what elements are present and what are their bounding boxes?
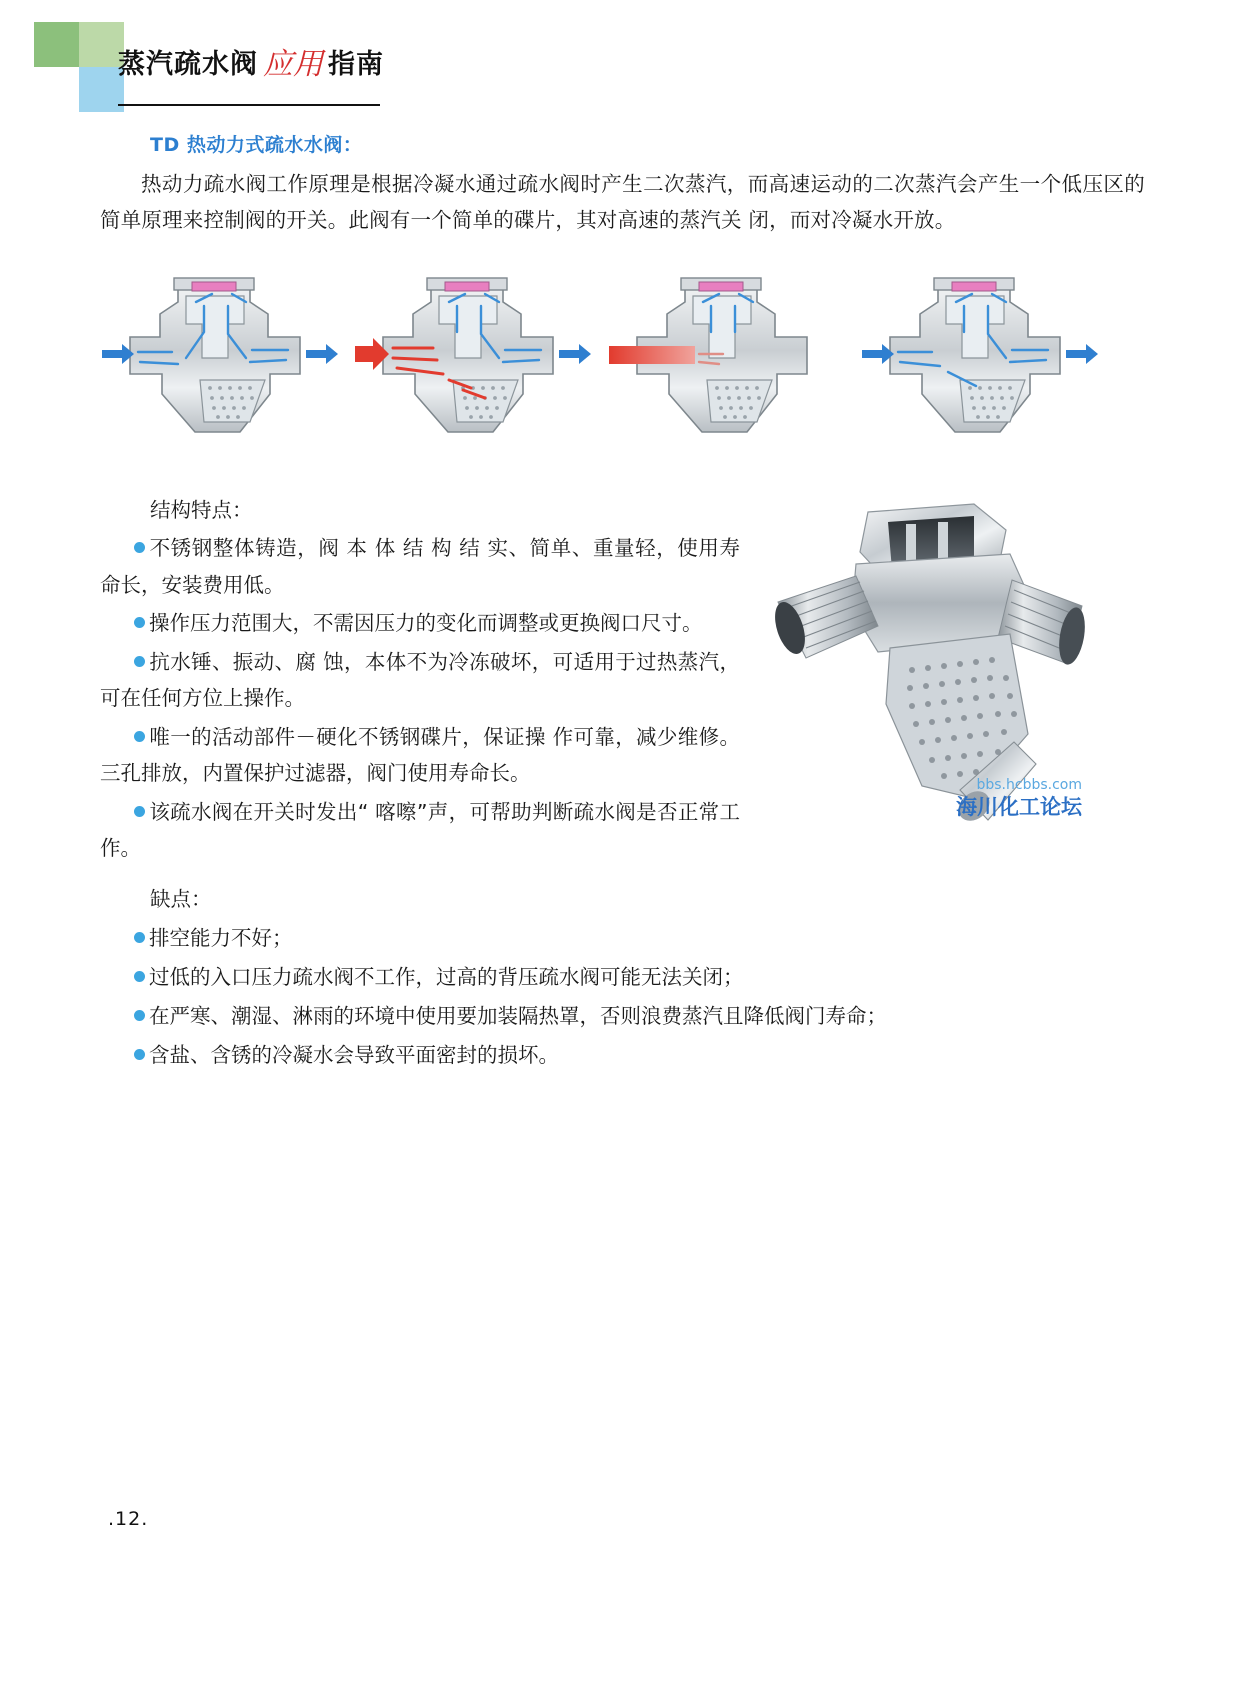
bullet-dot-icon: [134, 1049, 145, 1060]
feature-item: [100, 794, 740, 867]
drawback-text: 排空能力不好；: [149, 925, 293, 950]
bullet-dot-icon: [134, 1010, 145, 1021]
valve-diagram-1: [100, 262, 340, 477]
bullet-dot-icon: [134, 971, 145, 982]
watermark-url: bbs.hcbbs.com: [976, 776, 1082, 793]
feature-text: 不锈钢整体铸造，阀 本 体 结 构 结 实、简单、重量轻，使用寿命长，安装费用低。: [100, 536, 740, 597]
masthead-title: 蒸汽疏水阀: [118, 49, 258, 80]
masthead-accent: 应用: [263, 47, 323, 82]
deco-square-green: [34, 22, 79, 67]
drawback-item: [100, 1036, 1100, 1075]
drawback-text: 在严寒、潮湿、淋雨的环境中使用要加装隔热罩，否则浪费蒸汽且降低阀门寿命；: [149, 1003, 887, 1028]
feature-text: 抗水锤、振动、腐 蚀，本体不为冷冻破坏，可适用于过热蒸汽，可在任何方位上操作。: [100, 649, 740, 711]
valve-diagram-row: [100, 262, 1100, 477]
header-decoration: [34, 22, 124, 112]
feature-text: 该疏水阀在开关时发出“ 喀嚓”声，可帮助判断疏水阀是否正常工作。: [100, 799, 740, 861]
feature-text: 操作压力范围大，不需因压力的变化而调整或更换阀口尺寸。: [149, 611, 703, 636]
feature-item: [100, 605, 740, 641]
bullet-dot-icon: [134, 542, 145, 553]
deco-square-white: [34, 67, 79, 112]
feature-item: [100, 644, 740, 717]
valve-diagram-2: [353, 262, 593, 477]
drawback-text: 含盐、含锈的冷凝水会导致平面密封的损坏。: [149, 1042, 559, 1067]
masthead-rule: [118, 104, 380, 106]
watermark-name: 海川化工论坛: [956, 794, 1082, 819]
drawback-item: [100, 958, 1100, 997]
drawback-text: 过低的入口压力疏水阀不工作，过高的背压疏水阀可能无法关闭；: [149, 964, 744, 989]
bullet-dot-icon: [134, 617, 145, 628]
features-block: [100, 492, 740, 867]
valve-photo: [760, 498, 1090, 838]
page-number: .12.: [108, 1508, 149, 1530]
bullet-dot-icon: [134, 656, 145, 667]
bullet-dot-icon: [134, 806, 145, 817]
drawbacks-label: 缺点：: [150, 887, 212, 911]
bullet-dot-icon: [134, 932, 145, 943]
drawback-item: [100, 997, 1100, 1036]
masthead: [118, 47, 384, 82]
feature-item: [100, 719, 740, 792]
feature-text: 唯一的活动部件－硬化不锈钢碟片，保证操 作可靠，减少维修。三孔排放，内置保护过滤器，阀门使用寿命长。: [100, 724, 740, 786]
features-label: 结构特点：: [150, 498, 253, 522]
valve-diagram-4: [860, 262, 1100, 477]
bullet-dot-icon: [134, 731, 145, 742]
drawback-item: [100, 919, 1100, 958]
drawbacks-block: [100, 880, 1100, 1075]
valve-diagram-3: [607, 262, 847, 477]
intro-block: [100, 130, 1145, 239]
section-title: TD 热动力式疏水水阀：: [150, 134, 363, 156]
feature-item: [100, 530, 740, 603]
intro-paragraph: 热动力疏水阀工作原理是根据冷凝水通过疏水阀时产生二次蒸汽，而高速运动的二次蒸汽会产生一个低压区的简单原理来控制阀的开关。此阀有一个简单的碟片，其对高速的蒸汽关 闭，而对冷凝水开放。: [100, 172, 1145, 232]
masthead-tail: 指南: [328, 49, 384, 80]
